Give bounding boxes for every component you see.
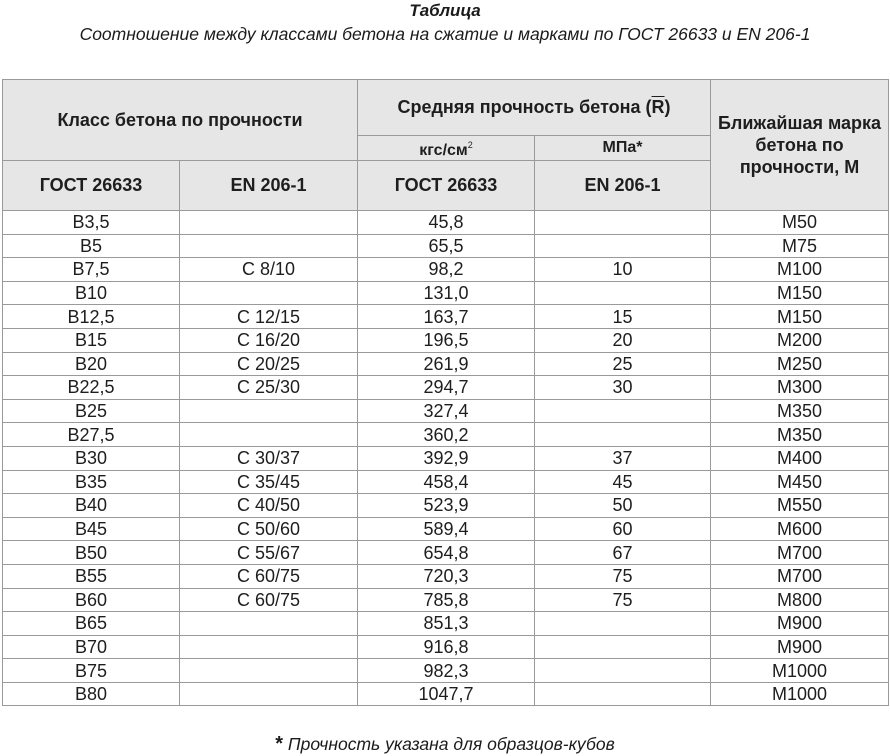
cell-grade: M400 — [711, 446, 889, 470]
cell-grade: M100 — [711, 258, 889, 282]
cell-kgf: 654,8 — [358, 541, 535, 565]
cell-kgf: 720,3 — [358, 564, 535, 588]
table-row — [3, 352, 889, 376]
cell-mpa — [535, 399, 711, 423]
concrete-class-table — [2, 79, 889, 706]
cell-grade: M900 — [711, 612, 889, 636]
cell-gost: B3,5 — [3, 211, 180, 235]
cell-en: C 25/30 — [180, 376, 358, 400]
cell-gost: B7,5 — [3, 258, 180, 282]
cell-grade: M450 — [711, 470, 889, 494]
cell-mpa: 45 — [535, 470, 711, 494]
cell-gost: B12,5 — [3, 305, 180, 329]
table-row — [3, 517, 889, 541]
cell-grade: M700 — [711, 541, 889, 565]
cell-kgf: 163,7 — [358, 305, 535, 329]
table-row — [3, 258, 889, 282]
cell-kgf: 458,4 — [358, 470, 535, 494]
table-row — [3, 682, 889, 706]
cell-mpa: 50 — [535, 494, 711, 518]
cell-grade: M75 — [711, 234, 889, 258]
cell-kgf: 392,9 — [358, 446, 535, 470]
cell-kgf: 360,2 — [358, 423, 535, 447]
table-title: Таблица — [409, 1, 481, 20]
table-row — [3, 635, 889, 659]
table-row — [3, 470, 889, 494]
cell-en: C 60/75 — [180, 588, 358, 612]
table-row — [3, 541, 889, 565]
table-subtitle: Соотношение между классами бетона на сжатие и марками по ГОСТ 26633 и EN 206-1 — [79, 24, 811, 44]
cell-en: C 8/10 — [180, 258, 358, 282]
cell-mpa: 75 — [535, 564, 711, 588]
header-unit-mpa: МПа* — [535, 136, 711, 161]
table-row — [3, 234, 889, 258]
cell-gost: B55 — [3, 564, 180, 588]
cell-grade: M550 — [711, 494, 889, 518]
cell-mpa — [535, 612, 711, 636]
cell-kgf: 785,8 — [358, 588, 535, 612]
cell-mpa — [535, 211, 711, 235]
table-row — [3, 564, 889, 588]
cell-grade: M350 — [711, 399, 889, 423]
cell-grade: M200 — [711, 328, 889, 352]
cell-en — [180, 399, 358, 423]
asterisk: * — [275, 733, 284, 755]
cell-kgf: 589,4 — [358, 517, 535, 541]
header-class-group: Класс бетона по прочности — [3, 80, 358, 161]
cell-grade: M350 — [711, 423, 889, 447]
cell-kgf: 261,9 — [358, 352, 535, 376]
header-gost: ГОСТ 26633 — [3, 161, 180, 211]
cell-gost: B60 — [3, 588, 180, 612]
cell-mpa: 15 — [535, 305, 711, 329]
cell-grade: M600 — [711, 517, 889, 541]
cell-mpa: 30 — [535, 376, 711, 400]
table-row — [3, 494, 889, 518]
cell-grade: M1000 — [711, 682, 889, 706]
cell-gost: B35 — [3, 470, 180, 494]
cell-gost: B45 — [3, 517, 180, 541]
cell-mpa — [535, 423, 711, 447]
table-row — [3, 588, 889, 612]
cell-kgf: 294,7 — [358, 376, 535, 400]
cell-en: C 20/25 — [180, 352, 358, 376]
cell-grade: M300 — [711, 376, 889, 400]
cell-kgf: 327,4 — [358, 399, 535, 423]
cell-en: C 55/67 — [180, 541, 358, 565]
cell-kgf: 98,2 — [358, 258, 535, 282]
cell-mpa: 37 — [535, 446, 711, 470]
cell-mpa: 10 — [535, 258, 711, 282]
table-row — [3, 305, 889, 329]
table-header — [3, 80, 889, 211]
cell-gost: B27,5 — [3, 423, 180, 447]
table-row — [3, 376, 889, 400]
cell-grade: M50 — [711, 211, 889, 235]
cell-en: C 60/75 — [180, 564, 358, 588]
table-row — [3, 399, 889, 423]
cell-mpa — [535, 682, 711, 706]
cell-mpa — [535, 659, 711, 683]
cell-mpa: 60 — [535, 517, 711, 541]
cell-grade: M150 — [711, 281, 889, 305]
cell-en: C 12/15 — [180, 305, 358, 329]
cell-gost: B40 — [3, 494, 180, 518]
cell-grade: M900 — [711, 635, 889, 659]
cell-en — [180, 423, 358, 447]
cell-mpa — [535, 635, 711, 659]
cell-en — [180, 635, 358, 659]
cell-gost: B70 — [3, 635, 180, 659]
table-row — [3, 281, 889, 305]
cell-mpa: 20 — [535, 328, 711, 352]
cell-gost: B10 — [3, 281, 180, 305]
cell-grade: M150 — [711, 305, 889, 329]
cell-gost: B25 — [3, 399, 180, 423]
cell-gost: B80 — [3, 682, 180, 706]
cell-grade: M1000 — [711, 659, 889, 683]
cell-mpa: 75 — [535, 588, 711, 612]
cell-en — [180, 612, 358, 636]
header-en: EN 206-1 — [180, 161, 358, 211]
table-body — [3, 211, 889, 706]
strength-symbol: $\overline{R}$ — [651, 97, 665, 117]
header-strength-group: Средняя прочность бетона $(\overline{R})$ — [358, 80, 711, 136]
cell-kgf: 45,8 — [358, 211, 535, 235]
cell-en: C 16/20 — [180, 328, 358, 352]
cell-gost: B5 — [3, 234, 180, 258]
table-row — [3, 446, 889, 470]
cell-grade: M700 — [711, 564, 889, 588]
table-row — [3, 423, 889, 447]
cell-grade: M800 — [711, 588, 889, 612]
cell-mpa — [535, 281, 711, 305]
cell-kgf: 196,5 — [358, 328, 535, 352]
cell-en: C 30/37 — [180, 446, 358, 470]
header-grade: Ближайшая марка бетона по прочности, М — [711, 80, 889, 211]
cell-kgf: 851,3 — [358, 612, 535, 636]
cell-en — [180, 234, 358, 258]
cell-en — [180, 211, 358, 235]
cell-gost: B75 — [3, 659, 180, 683]
table-row — [3, 211, 889, 235]
cell-kgf: 523,9 — [358, 494, 535, 518]
cell-en — [180, 682, 358, 706]
cell-gost: B15 — [3, 328, 180, 352]
footnote: * Прочность указана для образцов-кубов — [275, 733, 615, 755]
cell-en — [180, 659, 358, 683]
cell-gost: B22,5 — [3, 376, 180, 400]
cell-kgf: 982,3 — [358, 659, 535, 683]
cell-mpa: 25 — [535, 352, 711, 376]
table-row — [3, 612, 889, 636]
cell-kgf: 65,5 — [358, 234, 535, 258]
cell-kgf: 131,0 — [358, 281, 535, 305]
cell-en — [180, 281, 358, 305]
header-en-strength: EN 206-1 — [535, 161, 711, 211]
cell-gost: B20 — [3, 352, 180, 376]
cell-grade: M250 — [711, 352, 889, 376]
cell-en: C 50/60 — [180, 517, 358, 541]
table-row — [3, 659, 889, 683]
cell-gost: B50 — [3, 541, 180, 565]
cell-en: C 35/45 — [180, 470, 358, 494]
cell-mpa: 67 — [535, 541, 711, 565]
cell-kgf: 916,8 — [358, 635, 535, 659]
cell-kgf: 1047,7 — [358, 682, 535, 706]
table-row — [3, 328, 889, 352]
cell-gost: B30 — [3, 446, 180, 470]
header-gost-strength: ГОСТ 26633 — [358, 161, 535, 211]
header-unit-kgf: кгс/$см^2$ — [358, 136, 535, 161]
cell-en: C 40/50 — [180, 494, 358, 518]
cell-mpa — [535, 234, 711, 258]
cell-gost: B65 — [3, 612, 180, 636]
